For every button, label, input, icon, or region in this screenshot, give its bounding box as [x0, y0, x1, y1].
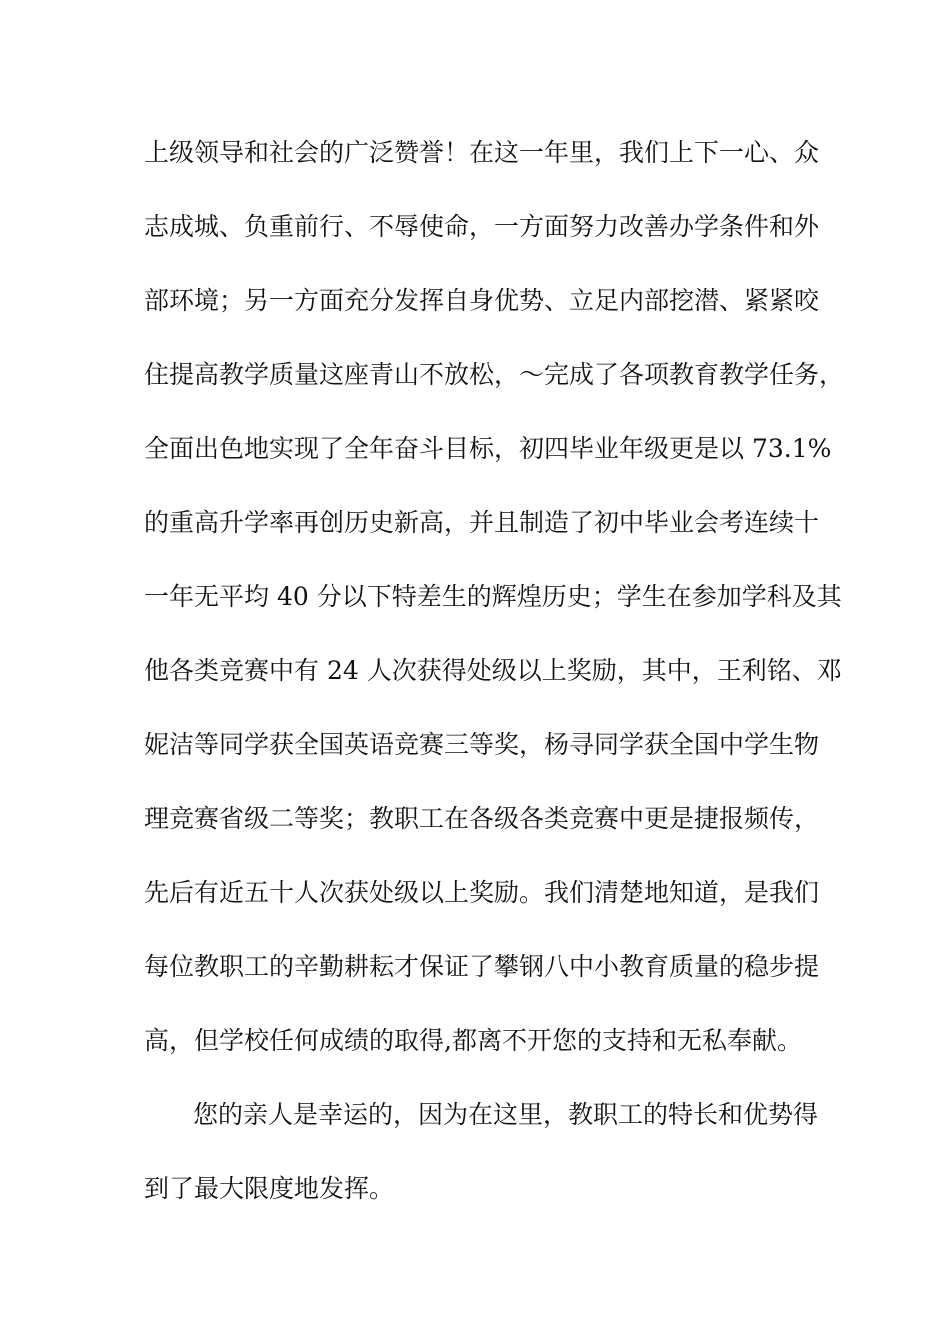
paragraph-line: 全面出色地实现了全年奋斗目标，初四毕业年级更是以 73.1%	[144, 434, 832, 463]
paragraph-line: 理竞赛省级二等奖；教职工在各级各类竞赛中更是捷报频传，	[144, 804, 820, 833]
paragraph-line: 妮洁等同学获全国英语竞赛三等奖，杨寻同学获全国中学生物	[144, 730, 820, 759]
paragraph-line: 部环境；另一方面充分发挥自身优势、立足内部挖潜、紧紧咬	[144, 286, 820, 315]
paragraph-line: 先后有近五十人次获处级以上奖励。我们清楚地知道，是我们	[144, 878, 820, 907]
paragraph-line: 住提高教学质量这座青山不放松，～完成了各项教育教学任务，	[144, 360, 845, 389]
paragraph-line: 他各类竞赛中有 24 人次获得处级以上奖励，其中，王利铭、邓	[144, 656, 842, 685]
paragraph-line: 您的亲人是幸运的，因为在这里，教职工的特长和优势得	[193, 1100, 819, 1129]
paragraph-line: 高，但学校任何成绩的取得,都离不开您的支持和无私奉献。	[144, 1026, 802, 1055]
paragraph-line: 上级领导和社会的广泛赞誉！在这一年里，我们上下一心、众	[144, 138, 820, 167]
paragraph-line: 到了最大限度地发挥。	[144, 1174, 395, 1203]
paragraph-line: 每位教职工的辛勤耕耘才保证了攀钢八中小教育质量的稳步提	[144, 952, 820, 981]
paragraph-line: 一年无平均 40 分以下特差生的辉煌历史；学生在参加学科及其	[144, 582, 842, 611]
paragraph-line: 志成城、负重前行、不辱使命，一方面努力改善办学条件和外	[144, 212, 820, 241]
paragraph-line: 的重高升学率再创历史新高，并且制造了初中毕业会考连续十	[144, 508, 820, 537]
